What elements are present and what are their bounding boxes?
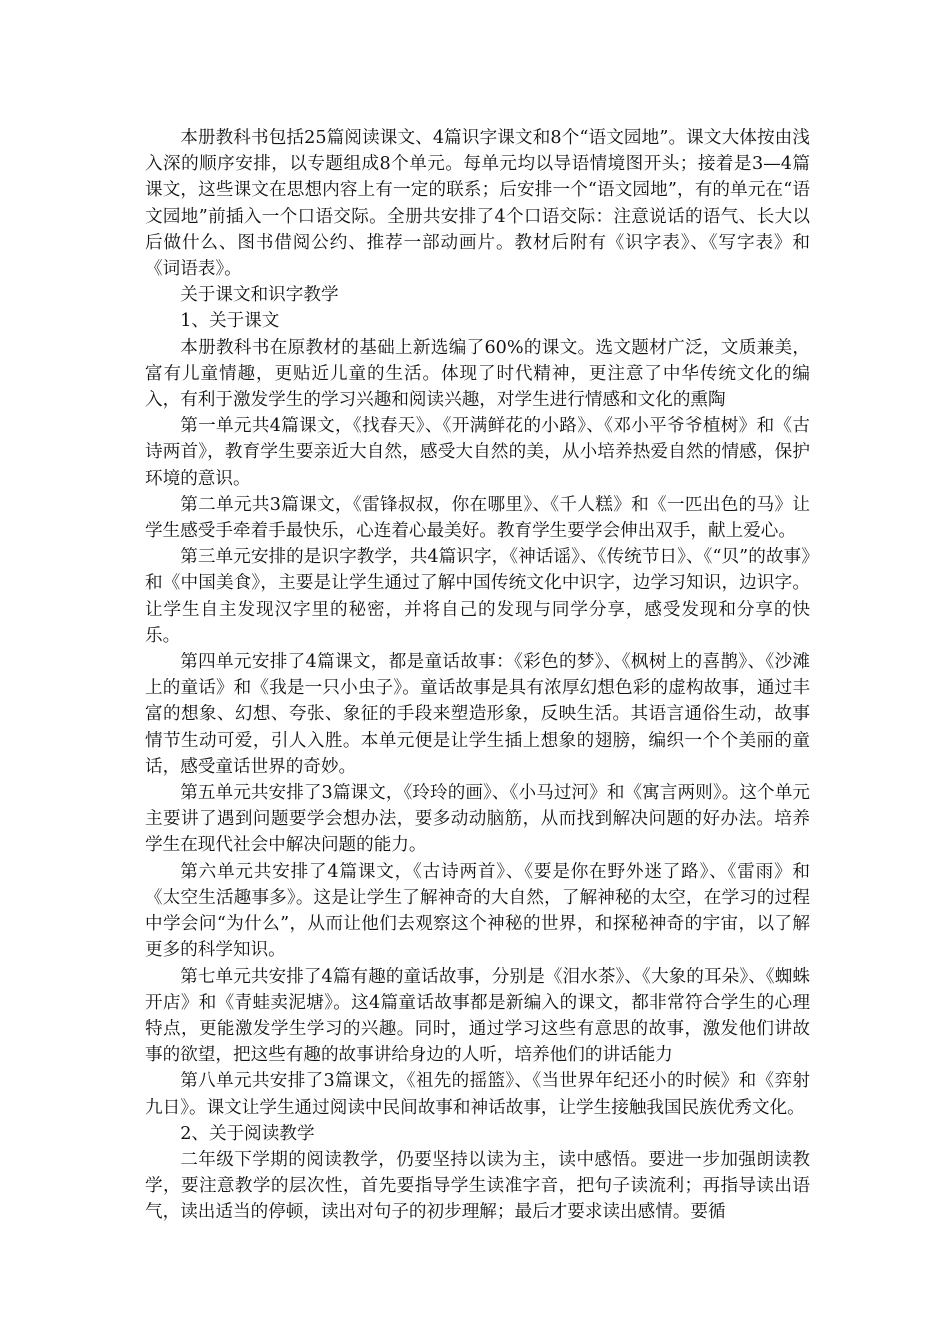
- section-heading: 关于课文和识字教学: [180, 285, 339, 306]
- unit-1-paragraph: 第一单元共4篇课文，《找春天》、《开满鲜花的小路》、《邓小平爷爷植树》和《古诗两首》，教育学生要亲近大自然，感受大自然的美，从小培养热爱自然的情感，保护环境的意识。: [145, 416, 810, 489]
- unit-6-paragraph: 第六单元共安排了4篇课文，《古诗两首》、《要是你在野外迷了路》、《雷雨》和《太空生活趣事多》。这是让学生了解神奇的大自然，了解神秘的太空，在学习的过程中学会问“为什么”，从而让他们去观察这个神秘的世界，和探秘神奇的宇宙，以了解更多的科学知识。: [145, 861, 810, 961]
- intro-paragraph: 本册教科书包括25篇阅读课文、4篇识字课文和8个“语文园地”。课文大体按由浅入深的顺序安排，以专题组成8个单元。每单元均以导语情境图开头；接着是3—4篇课文，这些课文在思想内容上有一定的联系；后安排一个“语文园地”，有的单元在“语文园地”前插入一个口语交际。全册共安排了4个口语交际：注意说话的语气、长大以后做什么、图书借阅公约、推荐一部动画片。教材后附有《识字表》、《写字表》和《词语表》。: [145, 128, 810, 280]
- unit-5-paragraph: 第五单元共安排了3篇课文，《玲玲的画》、《小马过河》和《寓言两则》。这个单元主要讲了遇到问题要学会想办法，要多动动脑筋，从而找到解决问题的好办法。培养学生在现代社会中解决问题的能力。: [145, 783, 810, 856]
- subsection-heading: 2、关于阅读教学: [180, 1123, 315, 1144]
- document-body: [145, 125, 810, 1226]
- body-paragraph: 本册教科书在原教材的基础上新选编了60%的课文。选文题材广泛，文质兼美，富有儿童情趣，更贴近儿童的生活。体现了时代精神，更注意了中华传统文化的编入，有利于激发学生的学习兴趣和阅读兴趣，对学生进行情感和文化的熏陶: [145, 337, 810, 411]
- subsection-heading: 1、关于课文: [180, 311, 280, 332]
- unit-8-paragraph: 第八单元共安排了3篇课文，《祖先的摇篮》、《当世界年纪还小的时候》和《弈射九日》。课文让学生通过阅读中民间故事和神话故事，让学生接触我国民族优秀文化。: [145, 1071, 810, 1118]
- unit-2-paragraph: 第二单元共3篇课文，《雷锋叔叔，你在哪里》、《千人糕》和《一匹出色的马》让学生感受手牵着手最快乐，心连着心最美好。教育学生要学会伸出双手，献上爱心。: [145, 494, 810, 542]
- body-paragraph: 二年级下学期的阅读教学，仍要坚持以读为主，读中感悟。要进一步加强朗读教学，要注意教学的层次性，首先要指导学生读准字音，把句子读流利；再指导读出语气，读出适当的停顿，读出对句子的初步理解；最后才要求读出感情。要循: [145, 1149, 810, 1223]
- unit-3-paragraph: 第三单元安排的是识字教学，共4篇识字，《神话谣》、《传统节日》、《“贝”的故事》和《中国美食》，主要是让学生通过了解中国传统文化中识字，边学习知识，边识字。让学生自主发现汉字里的秘密，并将自己的发现与同学分享，感受发现和分享的快乐。: [145, 547, 810, 646]
- unit-7-paragraph: 第七单元共安排了4篇有趣的童话故事，分别是《泪水茶》、《大象的耳朵》、《蜘蛛开店》和《青蛙卖泥塘》。这4篇童话故事都是新编入的课文，都非常符合学生的心理特点，更能激发学生学习的兴趣。同时，通过学习这些有意思的故事，激发他们讲故事的欲望，把这些有趣的故事讲给身边的人听，培养他们的讲话能力: [145, 966, 810, 1066]
- unit-4-paragraph: 第四单元安排了4篇课文，都是童话故事：《彩色的梦》、《枫树上的喜鹊》、《沙滩上的童话》和《我是一只小虫子》。童话故事是具有浓厚幻想色彩的虚构故事，通过丰富的想象、幻想、夸张、象征的手段来塑造形象，反映生活。其语言通俗生动，故事情节生动可爱，引人入胜。本单元便是让学生插上想象的翅膀，编织一个个美丽的童话，感受童话世界的奇妙。: [145, 652, 810, 777]
